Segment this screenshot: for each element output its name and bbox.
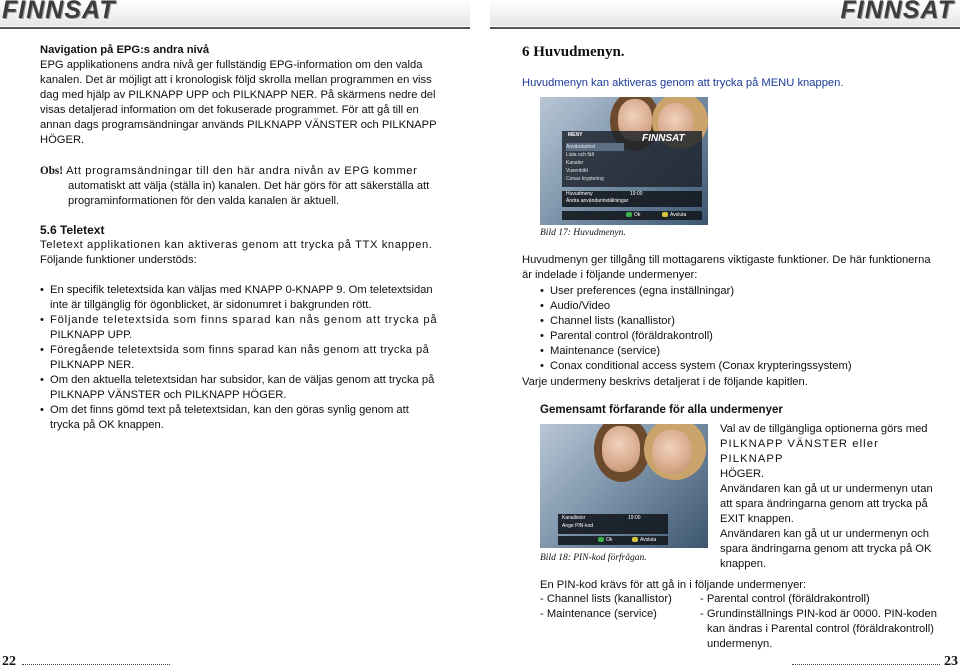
page-number-left: 22: [2, 654, 16, 669]
pin-list-col2: [700, 592, 937, 652]
epg-section: [40, 43, 440, 148]
section-heading: 6 Huvudmenyn.: [522, 44, 625, 60]
menu-intro-line: är indelade i följande undermenyer:: [522, 269, 698, 281]
list-item: • Om det finns gömd text på teletextsidan, kan den göras synlig genom att trycka på OK knappen.: [40, 403, 460, 433]
common-line: PILKNAPP VÄNSTER eller PILKNAPP: [720, 438, 879, 465]
common-line: att spara ändringarna genom att trycka på: [720, 498, 928, 510]
osd-key-exit: Avsluta: [662, 212, 686, 218]
list-item: • User preferences (egna inställningar): [540, 284, 947, 299]
osd-bar-title: Huvudmeny: [566, 191, 593, 197]
epg-line: EPG applikationens andra nivå ger fullständig EPG-information om den valda: [40, 59, 423, 71]
menu-intro-line: Huvudmenyn ger tillgång till mottagarens viktigaste funktioner. De här funktionerna: [522, 254, 931, 266]
list-item: • Parental control (föräldrakontroll): [540, 329, 947, 344]
teletext-intro: Teletext applikationen kan aktiveras genom att trycka på TTX knappen.: [40, 239, 433, 251]
green-key-icon: [626, 212, 632, 217]
osd-menu-item: Kanaler: [566, 160, 584, 166]
page-number-right: 23: [944, 654, 958, 669]
osd-key-bar: [562, 211, 702, 220]
osd-bar-hint: Ändra användarinställningar: [566, 198, 629, 204]
list-item: • Maintenance (service): [540, 344, 947, 359]
teletext-intro: Följande funktioner understöds:: [40, 254, 197, 266]
submenu-list: [540, 284, 947, 374]
figure17-caption: Bild 17: Huvudmenyn.: [540, 228, 626, 238]
pin-item: kan ändras i Parental control (föräldrakontroll): [707, 623, 934, 635]
obs-note: [40, 164, 460, 209]
menu-description: [522, 253, 947, 374]
osd-info-bar: [562, 191, 702, 207]
common-line: EXIT knappen.: [720, 513, 794, 525]
osd-pin-title: Kanallistor: [562, 515, 586, 521]
common-procedure-heading: Gemensamt förfarande för alla undermenyer: [540, 404, 783, 416]
epg-heading: Navigation på EPG:s andra nivå: [40, 44, 210, 56]
common-line: Användaren kan gå ut ur undermenyn utan: [720, 483, 933, 495]
osd-pin-key-bar: [558, 536, 668, 545]
pin-item: undermenyn.: [707, 638, 773, 650]
left-logo: FINNSAT: [2, 0, 116, 24]
epg-line: kanalen. Det är möjligt att i kronologisk följd skrolla mellan programmen en viss: [40, 74, 432, 86]
list-item: • Audio/Video: [540, 299, 947, 314]
osd-pin-prompt: Ange PIN-kod: [562, 523, 594, 529]
obs-line: programinformationen för den valda kanalen är aktuell.: [68, 195, 340, 207]
osd-menu-title: MENY: [568, 132, 583, 138]
common-line: Användaren kan gå ut ur undermenyn och: [720, 528, 929, 540]
pin-item: - Channel lists (kanallistor): [540, 593, 672, 605]
osd-menu-panel: [562, 131, 702, 187]
teletext-section: [40, 223, 460, 433]
obs-line: automatiskt att välja (ställa in) kanalen. Det här görs för att säkerställa att: [68, 180, 430, 192]
epg-line: HÖGER.: [40, 134, 85, 146]
list-item: • Om den aktuella teletextsidan har subsidor, kan de väljas genom att trycka på PILKNAPP VÄNSTER och PILKNAPP HÖGER.: [40, 373, 460, 403]
epg-line: dag med hjälp av PILKNAPP UPP och PILKNAPP NER. På skärmens nedre del: [40, 89, 436, 101]
list-item: • Conax conditional access system (Conax krypteringssystem): [540, 359, 947, 374]
menu-outro: Varje undermeny beskrivs detaljerat i de följande kapitlen.: [522, 376, 808, 388]
left-header-rule: [0, 27, 470, 29]
right-logo: FINNSAT: [840, 0, 954, 24]
green-key-icon: [598, 537, 604, 542]
osd-menu-item: Vuxenbild: [566, 168, 588, 174]
osd-bar-time: 19:00: [630, 191, 643, 197]
list-item: • Följande teletextsida som finns sparad kan nås genom att trycka på PILKNAPP UPP.: [40, 313, 460, 343]
osd-key-exit: Avsluta: [632, 537, 656, 543]
pin-item: - Parental control (föräldrakontroll): [700, 593, 870, 605]
pin-item: - Maintenance (service): [540, 608, 657, 620]
footer-dots-right: [792, 664, 940, 665]
obs-label: Obs!: [40, 165, 64, 177]
footer-dots-left: [22, 664, 170, 665]
epg-line: visas detaljerad information om det fokuserade programmet. För att gå till en: [40, 104, 419, 116]
osd-logo: FINNSAT: [642, 133, 685, 144]
pin-list-col1: [540, 592, 672, 622]
common-procedure-text: [720, 422, 945, 572]
list-item: • Channel lists (kanallistor): [540, 314, 947, 329]
common-line: HÖGER.: [720, 468, 765, 480]
osd-pin-panel: [558, 514, 668, 534]
pin-item: - Grundinställnings PIN-kod är 0000. PIN-koden: [700, 608, 937, 620]
osd-key-ok: Ok: [598, 537, 612, 543]
osd-key-ok: Ok: [626, 212, 640, 218]
section-intro: Huvudmenyn kan aktiveras genom att trycka på MENU knappen.: [522, 77, 844, 89]
figure18-caption: Bild 18: PIN-kod förfrågan.: [540, 553, 647, 563]
obs-line: Att programsändningar till den här andra nivån av EPG kommer: [66, 165, 418, 177]
yellow-key-icon: [632, 537, 638, 542]
osd-pin-time: 19:00: [628, 515, 641, 521]
common-line: knappen.: [720, 558, 767, 570]
tv-screenshot-pin-request: [540, 424, 708, 548]
common-line: spara ändringarna genom att trycka på OK: [720, 543, 932, 555]
osd-menu-item: Användarinst: [566, 143, 624, 151]
common-line: Val av de tillgängliga optionerna görs med: [720, 423, 928, 435]
epg-line: annan dags programsändningar används PILKNAPP VÄNSTER och PILKNAPP: [40, 119, 437, 131]
list-item: • En specifik teletextsida kan väljas med KNAPP 0-KNAPP 9. Om teletextsidan inte är tillgänglig för ögonblicket, är sidonumret i bakgrunden rött.: [40, 283, 460, 313]
osd-menu-item: Lista och fält: [566, 152, 595, 158]
teletext-heading: 5.6 Teletext: [40, 223, 105, 237]
right-header-rule: [490, 27, 960, 29]
tv-screenshot-main-menu: [540, 97, 708, 225]
osd-menu-item: Conax kryptering: [566, 176, 604, 182]
list-item: • Föregående teletextsida som finns sparad kan nås genom att trycka på PILKNAPP NER.: [40, 343, 460, 373]
teletext-functions-list: [40, 283, 460, 433]
pin-intro: En PIN-kod krävs för att gå in i följande undermenyer:: [540, 579, 807, 591]
yellow-key-icon: [662, 212, 668, 217]
